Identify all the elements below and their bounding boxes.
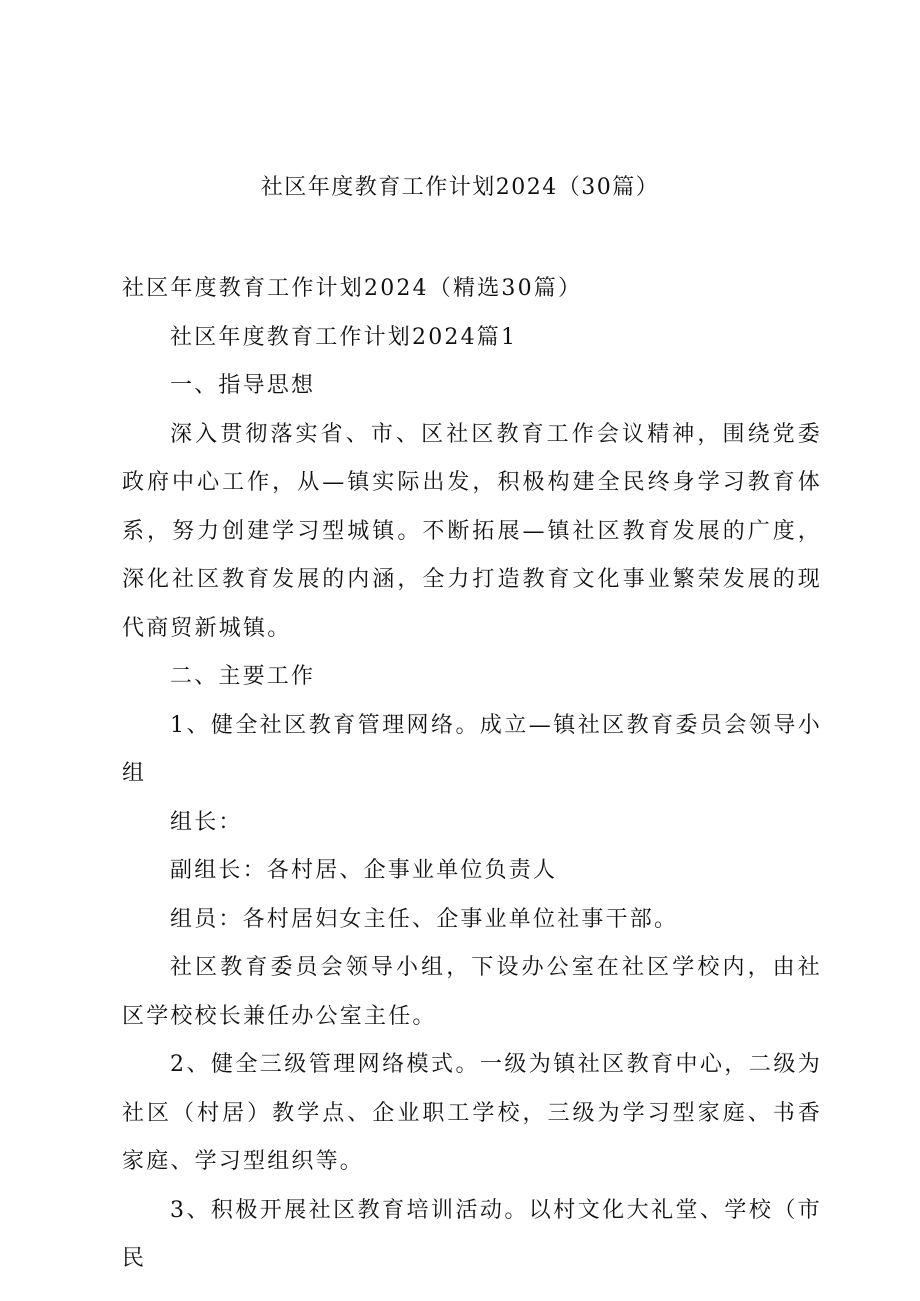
paragraph-item-2: 2、健全三级管理网络模式。一级为镇社区教育中心，二级为社区（村居）教学点、企业职工学校，三级为学习型家庭、书香家庭、学习型组织等。: [122, 1052, 822, 1174]
heading-main-work: 二、主要工作: [170, 664, 316, 689]
section-heading-part1: 社区年度教育工作计划2024篇1: [170, 324, 518, 350]
document-body: [122, 265, 822, 1284]
paragraph-guiding-ideology: 深入贯彻落实省、市、区社区教育工作会议精神，围绕党委政府中心工作，从—镇实际出发，积极构建全民终身学习教育体系，努力创建学习型城镇。不断拓展—镇社区教育发展的广度，深化社区教育发展的内涵，全力打造教育文化事业繁荣发展的现代商贸新城镇。: [122, 421, 822, 641]
paragraph-item-1: 1、健全社区教育管理网络。成立—镇社区教育委员会领导小组: [122, 712, 822, 786]
paragraph-item-3: 3、积极开展社区教育培训活动。以村文化大礼堂、学校（市民: [122, 1197, 822, 1271]
paragraph-members: 组员：各村居妇女主任、企事业单位社事干部。: [170, 906, 679, 932]
paragraph-group-leader: 组长：: [170, 809, 243, 835]
document-title: 社区年度教育工作计划2024（30篇）: [260, 175, 660, 200]
paragraph-office: 社区教育委员会领导小组，下设办公室在社区学校内，由社区学校校长兼任办公室主任。: [122, 955, 822, 1029]
paragraph-deputy-leader: 副组长：各村居、企事业单位负责人: [170, 858, 558, 883]
heading-guiding-ideology: 一、指导思想: [170, 373, 316, 398]
document-subtitle: 社区年度教育工作计划2024（精选30篇）: [122, 276, 583, 301]
